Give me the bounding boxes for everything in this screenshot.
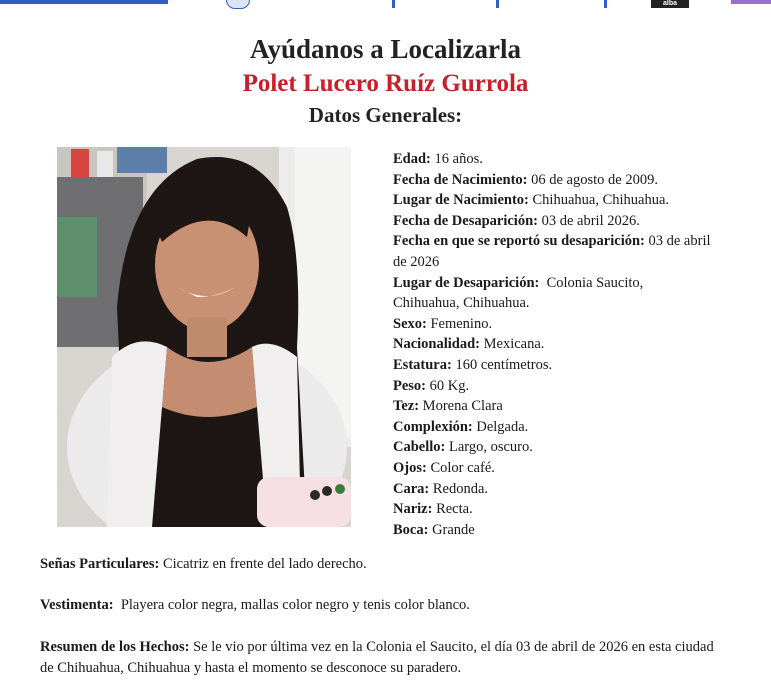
resumen-label: Resumen de los Hechos: (40, 639, 190, 655)
field-nariz (393, 499, 713, 520)
header-divider (604, 0, 607, 8)
field-value: 16 años. (434, 151, 483, 167)
header-strip (0, 0, 771, 8)
field-label: Sexo: (393, 315, 427, 332)
field-value: Color café. (430, 459, 495, 476)
field-label: Boca: (393, 521, 429, 538)
shield-logo-icon (226, 0, 250, 9)
field-label: Fecha de Nacimiento: (393, 171, 528, 188)
field-label: Fecha de Desaparición: (393, 212, 538, 229)
field-value: Largo, oscuro. (448, 439, 533, 456)
field-label: Lugar de Desaparición: (393, 274, 540, 291)
general-data-list (393, 149, 713, 540)
header-divider (392, 0, 395, 8)
field-nacionalidad (393, 334, 713, 355)
field-peso (393, 376, 713, 397)
senas-particulares (40, 554, 730, 575)
field-boca (393, 520, 713, 541)
field-label: Estatura: (393, 356, 452, 373)
field-label: Peso: (393, 377, 427, 394)
field-value: Morena Clara (422, 398, 503, 415)
field-label: Fecha en que se reportó su desaparición: (393, 233, 645, 250)
senas-value: Cicatriz en frente del lado derecho. (162, 556, 367, 572)
field-value: Chihuahua, Chihuahua. (532, 192, 670, 209)
header-divider (496, 0, 499, 8)
field-value: Mexicana. (483, 336, 545, 353)
field-label: Cabello: (393, 439, 446, 456)
field-label: Cara: (393, 480, 430, 497)
field-cabello (393, 437, 713, 458)
field-value: 06 de agosto de 2009. (531, 171, 658, 188)
field-value: Grande (432, 521, 475, 538)
vestimenta (40, 595, 730, 616)
person-name: Polet Lucero Ruíz Gurrola (242, 70, 529, 97)
field-cara (393, 479, 713, 500)
field-label: Ojos: (393, 459, 427, 476)
header-blue-bar (0, 0, 168, 4)
person-photo (57, 147, 351, 527)
alba-badge: alba (651, 0, 689, 8)
field-edad (393, 149, 713, 170)
field-estatura (393, 355, 713, 376)
field-ojos (393, 458, 713, 479)
senas-label: Señas Particulares: (40, 556, 160, 572)
section-subtitle: Datos Generales: (308, 103, 463, 127)
field-fecha-desaparicion (393, 211, 713, 232)
field-value: Delgada. (476, 418, 529, 435)
resumen-hechos (40, 637, 730, 678)
field-complexion (393, 417, 713, 438)
header-purple-bar (731, 0, 771, 4)
field-label: Tez: (393, 398, 420, 415)
field-fecha-reporte (393, 231, 713, 272)
field-tez (393, 396, 713, 417)
field-sexo (393, 314, 713, 335)
field-label: Nacionalidad: (393, 336, 481, 353)
field-value: 60 Kg. (429, 377, 470, 394)
field-lugar-desaparicion (393, 273, 713, 314)
field-label: Edad: (393, 151, 431, 167)
field-label: Lugar de Nacimiento: (393, 192, 529, 209)
page-title: Ayúdanos a Localizarla (249, 34, 521, 64)
field-value: 03 de abril 2026. (541, 212, 640, 229)
field-fecha-nacimiento (393, 170, 713, 191)
vestimenta-value: Playera color negra, mallas color negro y tenis color blanco. (120, 597, 470, 613)
resumen-value: Se le vio por última vez en la Colonia el Saucito, el día 03 de abril de 2026 en esta ciudad de Chihuahua, Chihuahua y hasta el momento se desconoce su paradero. (40, 639, 714, 676)
field-value: 160 centímetros. (455, 356, 553, 373)
photo-illustration (57, 147, 351, 527)
field-value: 03 de abril de 2026 (393, 233, 711, 270)
field-value: Colonia Saucito, Chihuahua, Chihuahua. (393, 274, 644, 312)
field-label: Complexión: (393, 418, 473, 435)
vestimenta-label: Vestimenta: (40, 597, 114, 613)
field-lugar-nacimiento (393, 190, 713, 211)
field-value: Redonda. (432, 480, 489, 497)
field-label: Nariz: (393, 501, 433, 518)
field-value: Femenino. (430, 315, 493, 332)
field-value: Recta. (436, 501, 473, 518)
